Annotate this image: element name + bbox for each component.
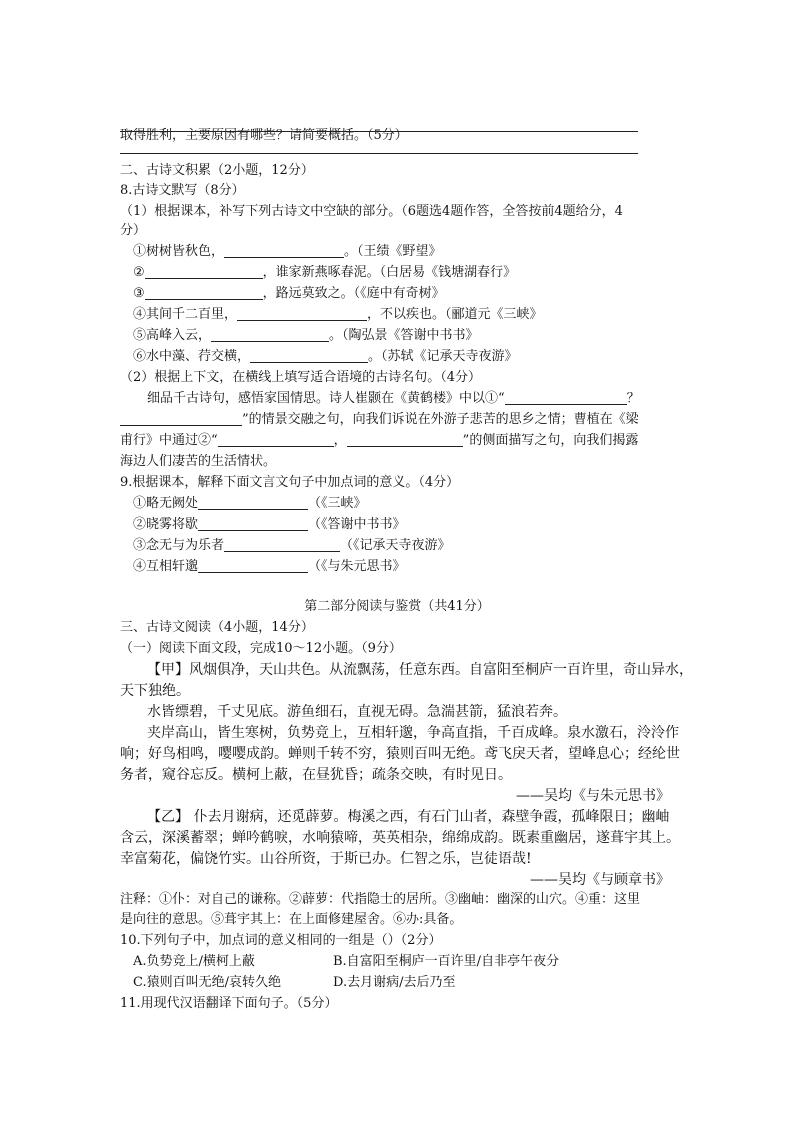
passage-yi-line: 含云，深溪蓄翠；蝉吟鹤唳，水响猿啼，英英相杂，绵绵成韵。既素重幽居，遂葺宇其上。 [120,830,680,846]
section-3-title: 三、古诗文阅读（4小题，14分） [120,620,314,635]
option-b[interactable]: B.自富阳至桐庐一百许里/自非亭午夜分 [333,954,560,969]
passage-jia-line: 响；好鸟相鸣，嘤嘤成韵。蝉则千转不穷，猿则百叫无绝。鸢飞戾天者，望峰息心；经纶世 [120,746,680,762]
q10-options-row2 [133,974,455,992]
q9-item-4: ④互相轩邈 （《与朱元思书》 [133,559,406,574]
fill-blank[interactable] [145,264,263,279]
fill-blank[interactable] [347,432,463,447]
q8-item-5: ⑤高峰入云， 。（陶弘景《答谢中书书》 [133,328,479,343]
passage-jia-line: 夹岸高山，皆生寒树，负势竞上，互相轩邈，争高直指，千百成峰。泉水激石，泠泠作 [147,725,679,741]
answer-line-1 [120,131,638,132]
q8-2-para-line3: 甫行》中通过②“ ， ”的侧面描写之句，向我们揭露 [120,433,639,448]
passage-jia-line: 水皆缥碧，千丈见底。游鱼细石，直视无碍。急湍甚箭，猛浪若奔。 [147,704,567,720]
q8-2-para-line1: 细品千古诗句，感悟家国情思。诗人崔颢在《黄鹤楼》中以①“ ？ [147,391,640,406]
option-c[interactable]: C.猿则百叫无绝/哀转久绝 [133,975,281,990]
passage-jia-line: 务者，窥谷忘反。横柯上蔽，在昼犹昏；疏条交映，有时见日。 [120,767,512,783]
fill-blank[interactable] [224,243,344,258]
fill-blank[interactable] [505,390,627,405]
q8-item-1: ①树树皆秋色， 。（王绩《野望》 [133,244,442,259]
passage-jia-source: ——吴均《与朱元思书》 [516,788,670,804]
fill-blank[interactable] [145,285,263,300]
fill-blank[interactable] [224,537,340,552]
q9-item-2: ②晓雾将歇 （《答谢中书书》 [133,517,406,532]
reading-intro: （一）阅读下面文段，完成10～12小题。（9分） [120,641,402,656]
q9-item-3: ③念无与为乐者 （《记承天寺夜游》 [133,538,451,553]
q9-title: 9.根据课本，解释下面文言文句子中加点词的意义。（4分） [120,475,460,490]
q8-2-para-line4: 海边人们凄苦的生活情状。 [120,454,277,469]
answer-line-2 [120,153,638,154]
fill-blank[interactable] [120,411,242,426]
fill-blank[interactable] [198,516,308,531]
fill-blank[interactable] [237,306,367,321]
q8-item-3: ③ ，路远莫致之。（《庭中有奇树》 [133,286,445,301]
fill-blank[interactable] [198,495,308,510]
q8-item-4: ④其间千二百里， ，不以疾也。（郦道元《三峡》 [133,307,543,322]
passage-jia-line: 【甲】风烟俱净，天山共色。从流飘荡，任意东西。自富阳至桐庐一百许里，奇山异水， [147,662,693,678]
q7-tail: 取得胜利，主要原因有哪些？请简要概括。（5分） [120,128,408,143]
fill-blank[interactable] [198,558,308,573]
fill-blank[interactable] [211,327,329,342]
q10-options-row1 [133,953,559,971]
passage-yi-line: 【乙】 仆去月谢病，还觅薜萝。梅溪之西，有石门山者，森壁争霞，孤峰限日；幽岫 [147,809,670,825]
fill-blank[interactable] [250,348,368,363]
q8-item-2: ② ，谁家新燕啄春泥。（白居易《钱塘湖春行》 [133,265,517,280]
passage-jia-line: 天下独绝。 [120,683,190,699]
q9-item-1: ①略无阙处 （《三峡》 [133,496,367,511]
section-2-title: 二、古诗文积累（2小题，12分） [120,163,314,178]
passage-yi-source: ——吴均《与顾章书》 [530,872,670,888]
q8-2-para-line2: ”的情景交融之句，向我们诉说在外游子悲苦的思乡之情；曹植在《梁 [120,411,639,429]
q8-1-instruction-cont: 分） [120,223,147,238]
option-d[interactable]: D.去月谢病/去后乃至 [333,975,456,990]
q10-title: 10.下列句子中，加点词的意义相同的一组是（）（2分） [120,933,442,948]
q11-title: 11.用现代汉语翻译下面句子。（5分） [120,996,338,1011]
q8-title: 8.古诗文默写（8分） [120,183,245,198]
passage-yi-line: 幸富菊花，偏饶竹实。山谷所资，于斯已办。仁智之乐，岂徒语哉! [120,851,532,867]
q8-item-6: ⑥水中藻、荇交横， 。（苏轼《记承天寺夜游》 [133,349,518,364]
annotation-line: 是向往的意思。⑤葺宇其上：在上面修建屋舍。⑥办:具备。 [120,912,463,927]
q8-2-instruction: （2）根据上下文，在横线上填写适合语境的古诗名句。（4分） [120,370,482,385]
fill-blank[interactable] [218,432,334,447]
option-a[interactable]: A.负势竞上/横柯上蔽 [133,954,255,969]
q8-1-instruction: （1）根据课本，补写下列古诗文中空缺的部分。（6题选4题作答，全答按前4题给分，4 [120,204,623,219]
part-2-title: 第二部分阅读与鉴赏（共41分） [304,599,490,614]
annotation-line: 注释：①仆：对自己的谦称。②薜萝：代指隐士的居所。③幽岫：幽深的山穴。④重：这里 [120,892,641,907]
